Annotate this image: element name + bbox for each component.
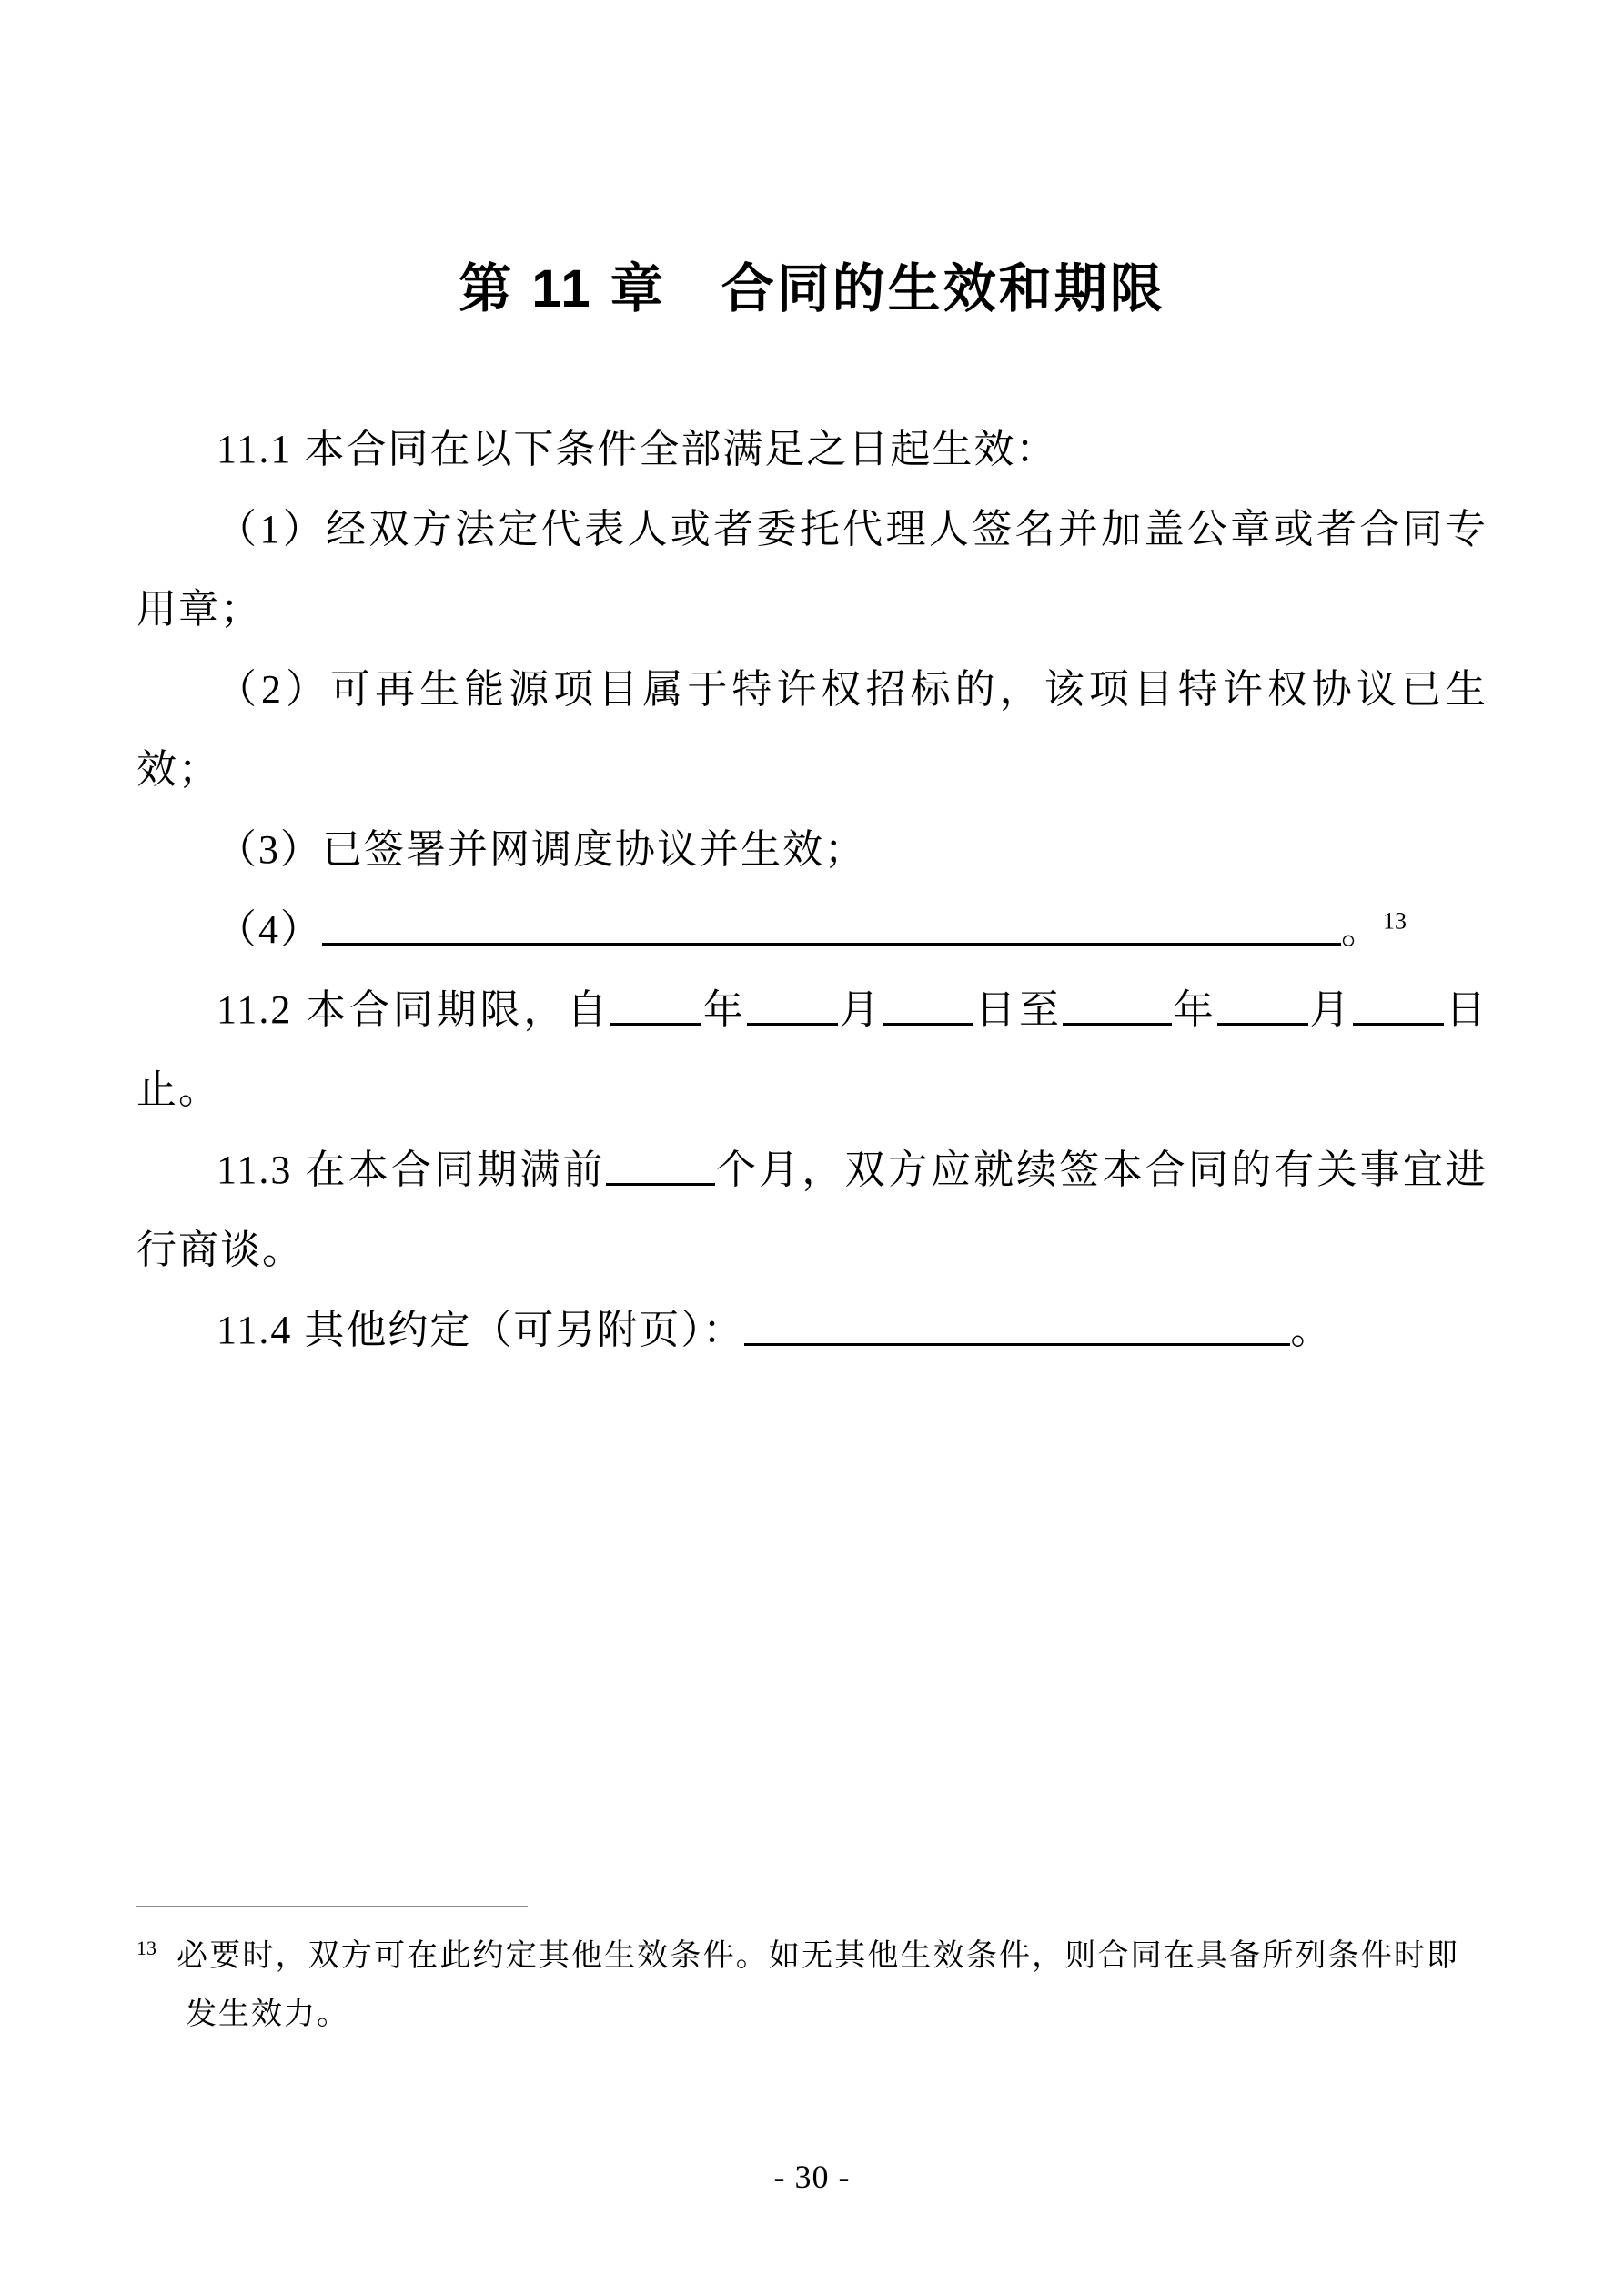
clause-11-2-year1-label: 年 — [701, 987, 747, 1033]
footnote-block — [136, 1906, 1488, 2044]
clause-item-2: （2）可再生能源项目属于特许权招标的，该项目特许权协议已生效； — [136, 667, 1488, 793]
clause-11-2 — [136, 970, 1488, 1130]
blank-field-end-month — [1217, 992, 1308, 1026]
clause-11-2-month2-label: 月 — [1307, 987, 1354, 1033]
clause-11-3 — [136, 1130, 1488, 1290]
clause-11-2-day-to-label: 日至 — [973, 987, 1063, 1033]
clause-11-3-tail: 个月，双方应就续签本合同的有关事宜进行商谈。 — [136, 1148, 1488, 1273]
clause-11-4 — [136, 1290, 1488, 1371]
blank-field-other-condition — [322, 912, 1341, 946]
clause-11-2-year2-label: 年 — [1171, 987, 1217, 1033]
blank-field-start-month — [747, 992, 838, 1026]
clause-11-2-lead: 11.2 本合同期限，自 — [217, 987, 611, 1033]
clause-11-4-period: 。 — [1290, 1308, 1333, 1353]
chapter-title: 第 11 章 合同的生效和期限 — [459, 259, 1165, 319]
blank-field-end-day — [1353, 992, 1444, 1026]
page-number: - 30 - — [773, 2159, 851, 2195]
footnote-separator — [136, 1906, 528, 1907]
footnote-reference-13: 13 — [1383, 907, 1407, 935]
clause-item-1: （1）经双方法定代表人或者委托代理人签名并加盖公章或者合同专用章； — [136, 507, 1488, 632]
clause-11-3-lead: 11.3 在本合同期满前 — [217, 1148, 606, 1193]
blank-field-end-year — [1063, 992, 1172, 1026]
footnote-13 — [136, 1927, 1459, 2044]
blank-field-start-day — [883, 992, 973, 1026]
footnote-13-text: 必要时，双方可在此约定其他生效条件。如无其他生效条件，则合同在具备所列条件时即发生效力。 — [177, 1939, 1459, 2031]
clause-item-4 — [136, 890, 1488, 970]
clause-11-1: 11.1 本合同在以下条件全部满足之日起生效： — [217, 427, 1058, 472]
clause-11-2-month1-label: 月 — [837, 987, 883, 1033]
clause-11-4-lead: 11.4 其他约定（可另附页）： — [217, 1308, 745, 1353]
blank-field-start-year — [610, 992, 701, 1026]
clause-item-4-period: 。 — [1341, 907, 1383, 953]
clause-item-4-prefix: （4） — [217, 907, 322, 953]
clause-11-2-end: 日止。 — [136, 987, 1488, 1113]
blank-field-other-agreement — [744, 1312, 1290, 1346]
blank-field-renewal-months — [606, 1152, 715, 1186]
footnote-13-marker: 13 — [136, 1936, 156, 1959]
clause-item-3: （3）已签署并网调度协议并生效； — [217, 827, 866, 873]
